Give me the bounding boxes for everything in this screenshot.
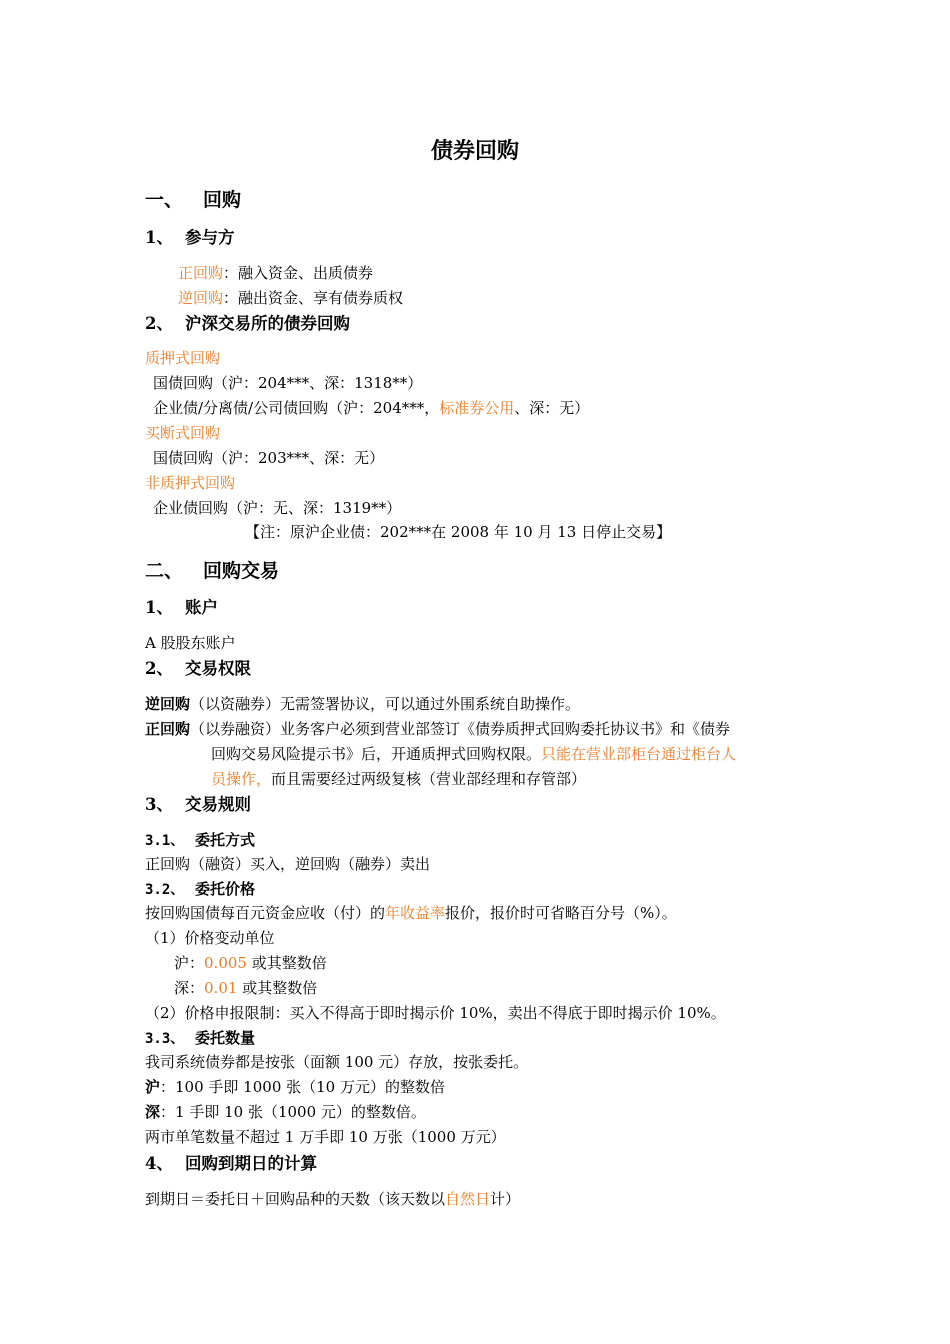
highlight-text: 0.01 bbox=[204, 979, 238, 997]
highlight-text: 员操作， bbox=[211, 770, 272, 788]
highlight-text: 标准券公用 bbox=[439, 399, 515, 417]
section-label: 回购 bbox=[203, 189, 242, 211]
highlight-text: 正回购 bbox=[178, 264, 224, 282]
category-feizhiya: 非质押式回购 bbox=[145, 474, 236, 492]
rule-label: 委托价格 bbox=[195, 880, 256, 898]
body-text: ：融出资金、享有债券质权 bbox=[223, 289, 404, 307]
body-text: （以券融资）业务客户必须到营业部签订《债券质押式回购委托协议书》和《债券 bbox=[190, 720, 731, 738]
paragraph: 国债回购（沪：204***、深：1318**） bbox=[153, 374, 423, 392]
paragraph: 企业债回购（沪：无、深：1319**） bbox=[153, 499, 402, 517]
paragraph-zheng-huigou bbox=[178, 263, 373, 283]
rule-label: 委托数量 bbox=[195, 1029, 256, 1047]
subsection-number: 2、 bbox=[145, 314, 173, 333]
bold-term: 深 bbox=[145, 1103, 161, 1121]
highlight-text: 0.005 bbox=[204, 954, 247, 972]
subsection-number: 3、 bbox=[145, 795, 173, 814]
bold-term: 正回购 bbox=[145, 720, 191, 738]
rule-label: 委托方式 bbox=[195, 831, 256, 849]
body-text: 企业债/分离债/公司债回购（沪：204***， bbox=[153, 399, 440, 417]
subsection-heading-2-4 bbox=[145, 1152, 317, 1176]
subsection-heading-2-2 bbox=[145, 657, 251, 681]
paragraph: （1）价格变动单位 bbox=[145, 929, 275, 947]
paragraph bbox=[174, 978, 317, 998]
paragraph: 两市单笔数量不超过 1 万手即 10 万张（1000 万元） bbox=[145, 1128, 506, 1146]
subsection-number: 2、 bbox=[145, 659, 173, 678]
paragraph: 我司系统债券都是按张（面额 100 元）存放，按张委托。 bbox=[145, 1053, 529, 1071]
paragraph: A 股股东账户 bbox=[145, 634, 236, 652]
section-number: 一、 bbox=[145, 189, 184, 211]
page-title: 债券回购 bbox=[430, 138, 519, 164]
subsection-heading-1-1 bbox=[145, 226, 235, 250]
body-text: 回购交易风险提示书》后，开通质押式回购权限。 bbox=[211, 745, 542, 763]
body-text: 或其整数倍 bbox=[246, 954, 327, 972]
highlight-text: 年收益率 bbox=[385, 904, 446, 922]
paragraph bbox=[174, 953, 327, 973]
highlight-text: 逆回购 bbox=[178, 289, 224, 307]
subsection-heading-1-2 bbox=[145, 312, 350, 336]
body-text: 或其整数倍 bbox=[237, 979, 318, 997]
highlight-text: 自然日 bbox=[445, 1190, 491, 1208]
category-maiduan: 买断式回购 bbox=[145, 424, 221, 442]
rule-heading-3-1 bbox=[145, 830, 255, 851]
subsection-number: 4、 bbox=[145, 1154, 173, 1173]
subsection-label: 沪深交易所的债券回购 bbox=[185, 314, 350, 333]
body-text: （以资融券）无需签署协议，可以通过外围系统自助操作。 bbox=[190, 695, 581, 713]
section-heading-1 bbox=[145, 187, 241, 213]
body-text: 到期日＝委托日＋回购品种的天数（该天数以 bbox=[145, 1190, 446, 1208]
subsection-label: 回购到期日的计算 bbox=[185, 1154, 317, 1173]
bold-term: 沪 bbox=[145, 1078, 161, 1096]
subsection-number: 1、 bbox=[145, 598, 173, 617]
paragraph: 正回购（融资）买入，逆回购（融券）卖出 bbox=[145, 855, 431, 873]
body-text: 计） bbox=[490, 1190, 521, 1208]
paragraph-zheng-cont bbox=[211, 744, 736, 764]
paragraph-ni-huigou bbox=[178, 288, 403, 308]
subsection-heading-2-3 bbox=[145, 793, 251, 817]
paragraph bbox=[145, 1189, 520, 1209]
body-text: 沪： bbox=[174, 954, 205, 972]
subsection-label: 账户 bbox=[185, 598, 218, 617]
paragraph bbox=[153, 398, 589, 418]
paragraph bbox=[145, 1077, 445, 1097]
subsection-label: 交易权限 bbox=[185, 659, 251, 678]
body-text: ：融入资金、出质债券 bbox=[223, 264, 374, 282]
paragraph-ni bbox=[145, 694, 580, 714]
body-text: 报价，报价时可省略百分号（%）。 bbox=[445, 904, 677, 922]
paragraph-zheng bbox=[145, 719, 730, 739]
paragraph bbox=[145, 1102, 426, 1122]
paragraph: （2）价格申报限制：买入不得高于即时揭示价 10%，卖出不得底于即时揭示价 10%。 bbox=[145, 1004, 726, 1022]
rule-number: 3.2、 bbox=[145, 882, 185, 898]
highlight-text: 只能在营业部柜台通过柜台人 bbox=[541, 745, 737, 763]
subsection-number: 1、 bbox=[145, 228, 173, 247]
subsection-heading-2-1 bbox=[145, 596, 218, 620]
body-text: ：1 手即 10 张（1000 元）的整数倍。 bbox=[160, 1103, 426, 1121]
subsection-label: 交易规则 bbox=[185, 795, 251, 814]
section-number: 二、 bbox=[145, 560, 184, 582]
body-text: 而且需要经过两级复核（营业部经理和存管部） bbox=[271, 770, 587, 788]
subsection-label: 参与方 bbox=[185, 228, 235, 247]
body-text: ：100 手即 1000 张（10 万元）的整数倍 bbox=[160, 1078, 445, 1096]
body-text: 按回购国债每百元资金应收（付）的 bbox=[145, 904, 386, 922]
body-text: 、深：无） bbox=[514, 399, 590, 417]
note: 【注：原沪企业债：202***在 2008 年 10 月 13 日停止交易】 bbox=[245, 523, 672, 541]
section-heading-2 bbox=[145, 558, 279, 584]
rule-heading-3-2 bbox=[145, 879, 255, 900]
paragraph: 国债回购（沪：203***、深：无） bbox=[153, 449, 385, 467]
section-label: 回购交易 bbox=[203, 560, 280, 582]
category-zhiya: 质押式回购 bbox=[145, 349, 221, 367]
paragraph bbox=[145, 903, 677, 923]
paragraph-zheng-cont bbox=[211, 769, 586, 789]
rule-number: 3.1、 bbox=[145, 833, 185, 849]
rule-number: 3.3、 bbox=[145, 1031, 185, 1047]
body-text: 深： bbox=[174, 979, 205, 997]
bold-term: 逆回购 bbox=[145, 695, 191, 713]
rule-heading-3-3 bbox=[145, 1028, 255, 1049]
